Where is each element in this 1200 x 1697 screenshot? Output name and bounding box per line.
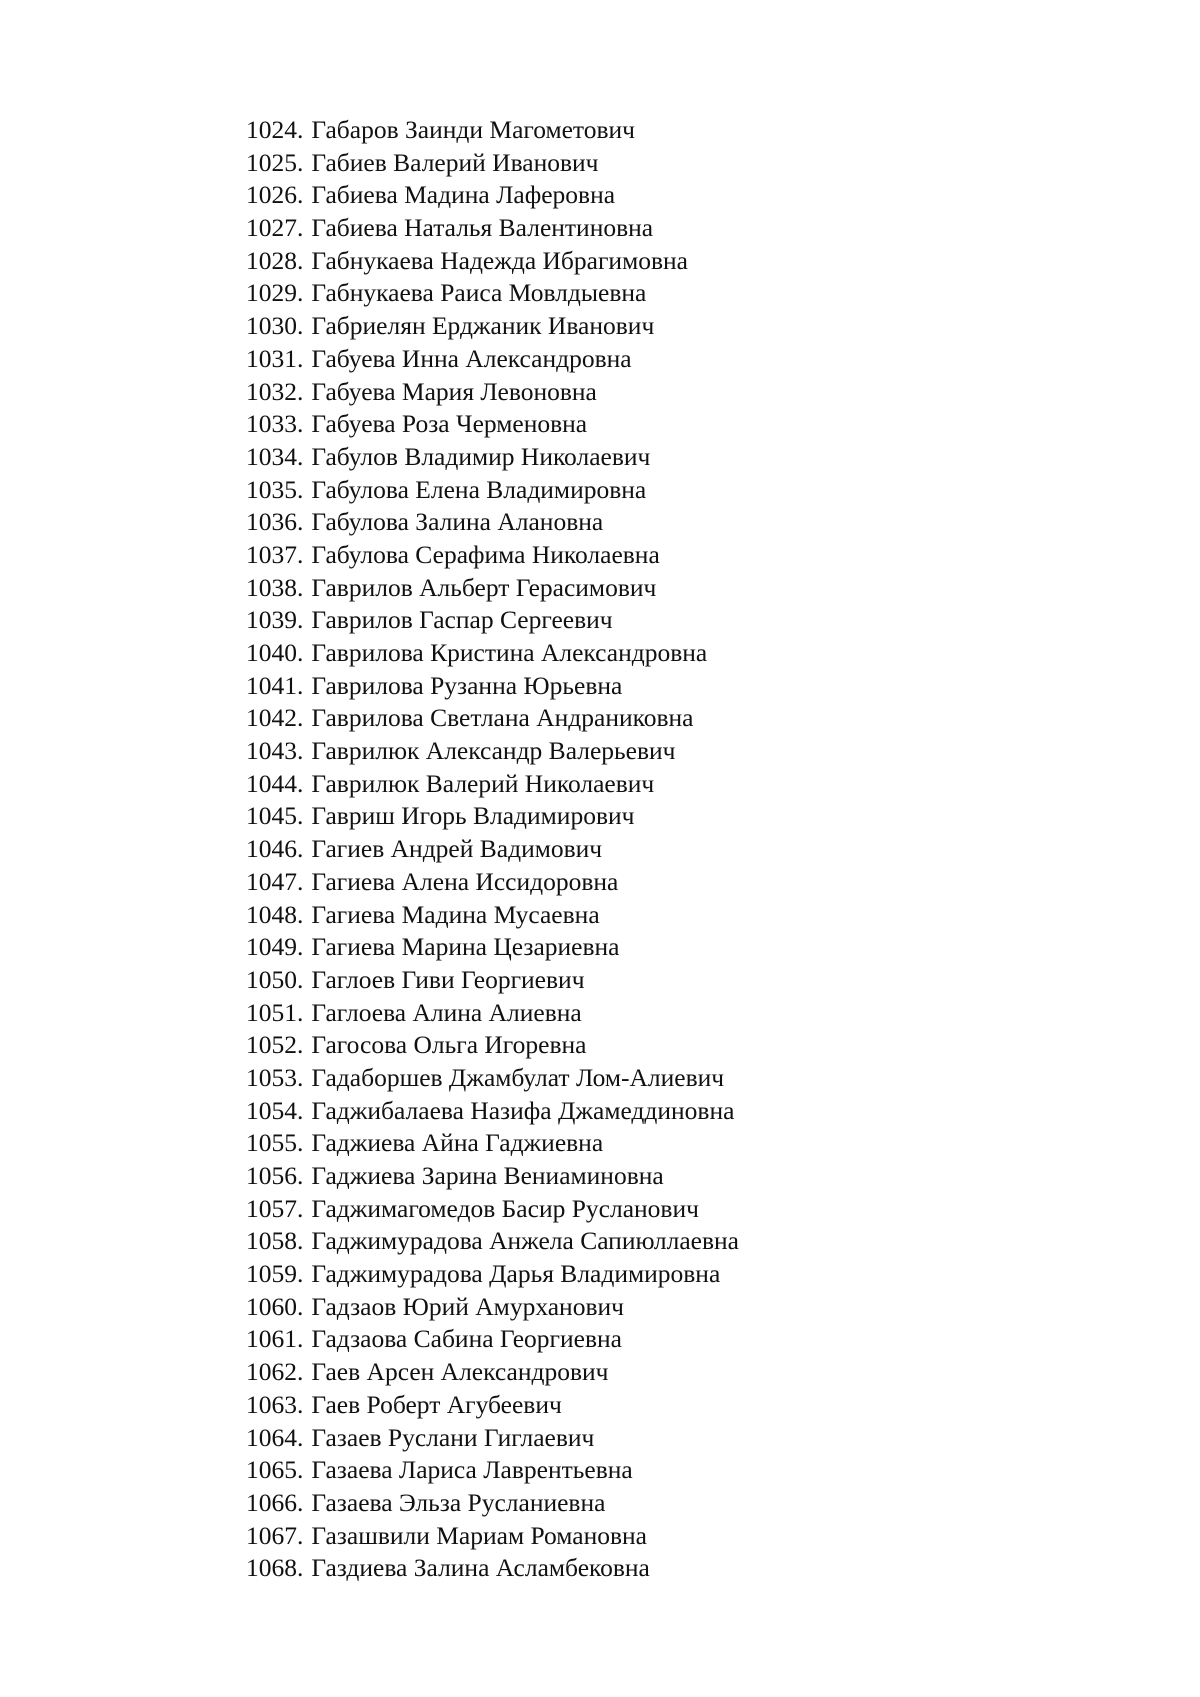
entry-number: 1062. bbox=[246, 1357, 304, 1387]
entry-name: Габуева Инна Александровна bbox=[311, 343, 632, 373]
entry-number: 1064. bbox=[246, 1422, 304, 1452]
list-item bbox=[246, 1160, 739, 1193]
entry-name: Гадаборшев Джамбулат Лом-Алиевич bbox=[311, 1062, 725, 1092]
entry-name: Гаврилюк Валерий Николаевич bbox=[311, 768, 655, 798]
entry-name: Гадзаова Сабина Георгиевна bbox=[311, 1324, 622, 1354]
list-item bbox=[246, 899, 739, 932]
list-item bbox=[246, 1127, 739, 1160]
list-item bbox=[246, 376, 739, 409]
entry-name: Гаврилова Рузанна Юрьевна bbox=[311, 670, 623, 700]
entry-number: 1033. bbox=[246, 409, 304, 439]
entry-number: 1052. bbox=[246, 1030, 304, 1060]
list-item bbox=[246, 245, 739, 278]
list-item bbox=[246, 310, 739, 343]
entry-name: Габулов Владимир Николаевич bbox=[311, 441, 651, 471]
list-item bbox=[246, 768, 739, 801]
list-item bbox=[246, 1193, 739, 1226]
entry-number: 1058. bbox=[246, 1226, 304, 1256]
entry-number: 1063. bbox=[246, 1389, 304, 1419]
list-item bbox=[246, 1225, 739, 1258]
entry-number: 1046. bbox=[246, 834, 304, 864]
entry-name: Габулова Елена Владимировна bbox=[311, 474, 647, 504]
list-item bbox=[246, 147, 739, 180]
list-item bbox=[246, 1356, 739, 1389]
entry-name: Габиев Валерий Иванович bbox=[311, 147, 599, 177]
entry-number: 1065. bbox=[246, 1455, 304, 1485]
list-item bbox=[246, 1422, 739, 1455]
entry-number: 1057. bbox=[246, 1193, 304, 1223]
entry-name: Гаджиева Зарина Вениаминовна bbox=[311, 1161, 664, 1190]
entry-number: 1056. bbox=[246, 1161, 304, 1190]
list-item bbox=[246, 800, 739, 833]
entry-name: Газаев Руслани Гиглаевич bbox=[311, 1422, 595, 1452]
entry-number: 1026. bbox=[246, 180, 304, 210]
list-item bbox=[246, 1258, 739, 1291]
entry-number: 1067. bbox=[246, 1520, 304, 1550]
list-item bbox=[246, 114, 739, 147]
entry-number: 1029. bbox=[246, 278, 304, 308]
entry-name: Габнукаева Раиса Мовлдыевна bbox=[311, 278, 647, 308]
entry-name: Гадзаов Юрий Амурханович bbox=[311, 1291, 624, 1321]
entry-number: 1024. bbox=[246, 115, 304, 144]
entry-name: Габнукаева Надежда Ибрагимовна bbox=[311, 245, 688, 275]
entry-name: Габулова Залина Алановна bbox=[311, 507, 604, 537]
list-item bbox=[246, 539, 739, 572]
list-item bbox=[246, 441, 739, 474]
entry-name: Газаева Лариса Лаврентьевна bbox=[311, 1455, 633, 1485]
entry-number: 1042. bbox=[246, 703, 304, 733]
entry-name: Гаджимагомедов Басир Русланович bbox=[311, 1193, 699, 1223]
entry-name: Гаврилов Альберт Герасимович bbox=[311, 572, 657, 602]
entry-number: 1027. bbox=[246, 213, 304, 243]
list-item bbox=[246, 1454, 739, 1487]
entry-number: 1028. bbox=[246, 245, 304, 275]
list-item bbox=[246, 931, 739, 964]
entry-name: Гагиева Алена Иссидоровна bbox=[311, 866, 619, 896]
entry-number: 1032. bbox=[246, 376, 304, 406]
list-item bbox=[246, 179, 739, 212]
entry-number: 1034. bbox=[246, 441, 304, 471]
entry-name: Гавриш Игорь Владимирович bbox=[311, 801, 635, 831]
entry-number: 1030. bbox=[246, 311, 304, 341]
name-list bbox=[246, 114, 739, 1585]
list-item bbox=[246, 604, 739, 637]
list-item bbox=[246, 735, 739, 768]
entry-name: Габаров Заинди Магометович bbox=[311, 115, 635, 144]
entry-number: 1025. bbox=[246, 147, 304, 177]
entry-number: 1055. bbox=[246, 1128, 304, 1158]
list-item bbox=[246, 702, 739, 735]
entry-name: Гагиева Мадина Мусаевна bbox=[311, 899, 600, 929]
entry-name: Гагиев Андрей Вадимович bbox=[311, 834, 603, 864]
list-item bbox=[246, 1029, 739, 1062]
entry-number: 1054. bbox=[246, 1095, 304, 1125]
entry-name: Габиева Наталья Валентиновна bbox=[311, 213, 654, 243]
list-item bbox=[246, 833, 739, 866]
list-item bbox=[246, 1323, 739, 1356]
entry-number: 1066. bbox=[246, 1487, 304, 1517]
entry-number: 1043. bbox=[246, 736, 304, 766]
entry-number: 1051. bbox=[246, 997, 304, 1027]
list-item bbox=[246, 474, 739, 507]
list-item bbox=[246, 670, 739, 703]
entry-number: 1045. bbox=[246, 801, 304, 831]
entry-number: 1053. bbox=[246, 1062, 304, 1092]
entry-name: Гагосова Ольга Игоревна bbox=[311, 1030, 587, 1060]
list-item bbox=[246, 343, 739, 376]
list-item bbox=[246, 1552, 739, 1585]
entry-number: 1050. bbox=[246, 964, 304, 994]
list-item bbox=[246, 277, 739, 310]
entry-number: 1049. bbox=[246, 932, 304, 962]
entry-name: Габриелян Ерджаник Иванович bbox=[311, 311, 655, 341]
entry-number: 1036. bbox=[246, 507, 304, 537]
list-item bbox=[246, 572, 739, 605]
list-item bbox=[246, 866, 739, 899]
entry-name: Габуева Мария Левоновна bbox=[311, 376, 597, 406]
entry-name: Гаджимурадова Дарья Владимировна bbox=[311, 1259, 721, 1289]
entry-name: Гаджиева Айна Гаджиевна bbox=[311, 1128, 604, 1158]
entry-number: 1037. bbox=[246, 539, 304, 569]
entry-name: Габуева Роза Черменовна bbox=[311, 409, 588, 439]
entry-name: Габулова Серафима Николаевна bbox=[311, 539, 660, 569]
entry-name: Гаврилова Кристина Александровна bbox=[311, 638, 708, 667]
entry-number: 1040. bbox=[246, 638, 304, 667]
entry-number: 1031. bbox=[246, 343, 304, 373]
entry-name: Гаджимурадова Анжела Сапиюллаевна bbox=[311, 1226, 739, 1256]
entry-number: 1038. bbox=[246, 572, 304, 602]
entry-name: Гаврилюк Александр Валерьевич bbox=[311, 736, 676, 766]
entry-name: Гаев Роберт Агубеевич bbox=[311, 1389, 562, 1419]
entry-number: 1068. bbox=[246, 1553, 304, 1583]
list-item bbox=[246, 1291, 739, 1324]
list-item bbox=[246, 964, 739, 997]
entry-name: Гаглоев Гиви Георгиевич bbox=[311, 964, 585, 994]
entry-number: 1039. bbox=[246, 605, 304, 635]
entry-name: Гаджибалаева Назифа Джамеддиновна bbox=[311, 1095, 735, 1125]
list-item bbox=[246, 637, 739, 670]
entry-number: 1060. bbox=[246, 1291, 304, 1321]
list-item bbox=[246, 1095, 739, 1128]
list-item bbox=[246, 1520, 739, 1553]
entry-name: Габиева Мадина Лаферовна bbox=[311, 180, 616, 210]
entry-name: Газдиева Залина Асламбековна bbox=[311, 1553, 650, 1583]
entry-number: 1059. bbox=[246, 1259, 304, 1289]
list-item bbox=[246, 997, 739, 1030]
list-item bbox=[246, 408, 739, 441]
list-item bbox=[246, 506, 739, 539]
entry-number: 1047. bbox=[246, 866, 304, 896]
list-item bbox=[246, 1487, 739, 1520]
entry-name: Гагиева Марина Цезариевна bbox=[311, 932, 620, 962]
entry-name: Гаев Арсен Александрович bbox=[311, 1357, 609, 1387]
list-item bbox=[246, 1062, 739, 1095]
list-item bbox=[246, 212, 739, 245]
entry-name: Гаврилов Гаспар Сергеевич bbox=[311, 605, 613, 635]
entry-name: Газашвили Мариам Романовна bbox=[311, 1520, 647, 1550]
entry-name: Газаева Эльза Русланиевна bbox=[311, 1487, 606, 1517]
entry-number: 1048. bbox=[246, 899, 304, 929]
entry-number: 1035. bbox=[246, 474, 304, 504]
entry-number: 1061. bbox=[246, 1324, 304, 1354]
entry-name: Гаврилова Светлана Андраниковна bbox=[311, 703, 694, 733]
entry-number: 1044. bbox=[246, 768, 304, 798]
list-item bbox=[246, 1389, 739, 1422]
entry-number: 1041. bbox=[246, 670, 304, 700]
entry-name: Гаглоева Алина Алиевна bbox=[311, 997, 582, 1027]
